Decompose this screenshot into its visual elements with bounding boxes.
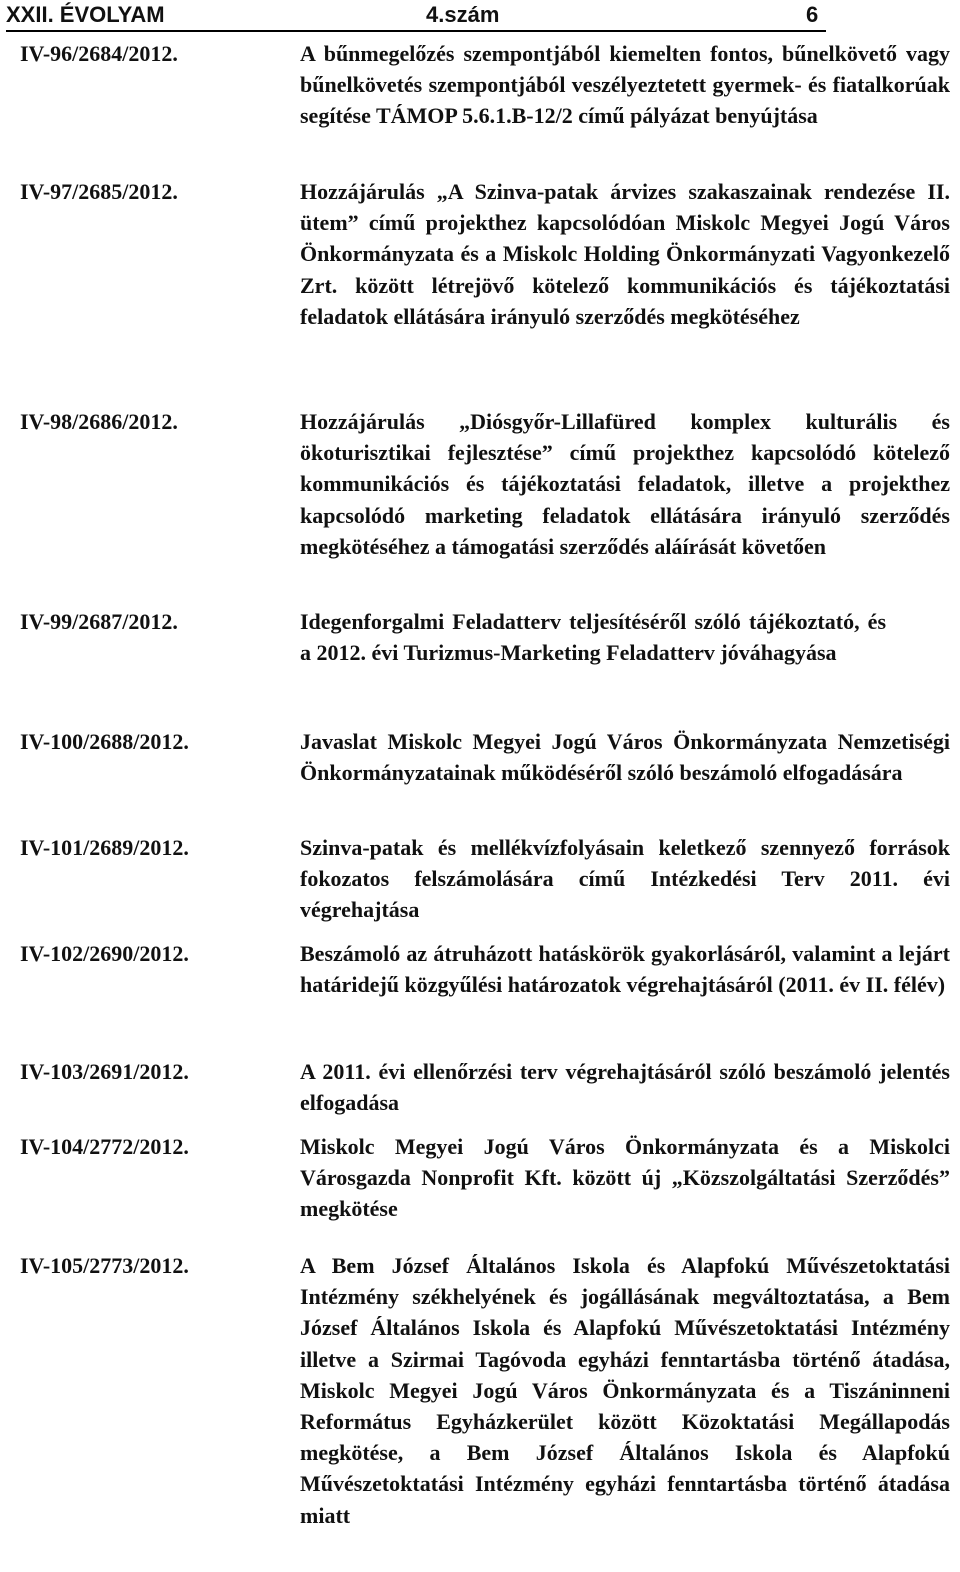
resolution-text: A bűnmegelőzés szempontjából kiemelten fontos, bűnelkövető vagy bűnelkövetés szempontjából veszélyeztetett gyermek- és fiatalkorúak segítése TÁMOP 5.6.1.B-12/2 című pályázat benyújtása [300, 41, 950, 129]
resolution-text: Javaslat Miskolc Megyei Jogú Város Önkormányzata Nemzetiségi Önkormányzatainak működéséről szóló beszámoló elfogadására [300, 729, 950, 786]
resolution-id: IV-97/2685/2012. [20, 179, 178, 204]
issue-number: 4.szám [426, 2, 500, 27]
resolution-text: A 2011. évi ellenőrzési terv végrehajtásáról szóló beszámoló jelentés elfogadása [300, 1059, 950, 1116]
resolution-id: IV-96/2684/2012. [20, 41, 178, 66]
resolution-id: IV-103/2691/2012. [20, 1059, 189, 1084]
resolution-text: A Bem József Általános Iskola és Alapfokú Művészetoktatási Intézmény székhelyének és jogállásának megváltoztatása, a Bem József Általános Iskola és Alapfokú Művészetoktatási Intézmény illetve a Szirmai Tagóvoda egyházi fenntartásba történő átadása, Miskolc Megyei Jogú Város Önkormányzata és a Tiszáninneni Református Egyházkerület között Közoktatási Megállapodás megkötése, a Bem József Általános Iskola és Alapfokú Művészetoktatási Intézmény egyházi fenntartásba történő átadása miatt [300, 1253, 950, 1528]
resolution-text: Miskolc Megyei Jogú Város Önkormányzata és a Miskolci Városgazda Nonprofit Kft. között új „Közszolgáltatási Szerződés” megkötése [300, 1134, 950, 1222]
resolution-id: IV-104/2772/2012. [20, 1134, 189, 1159]
volume-label: XXII. ÉVOLYAM [6, 2, 165, 27]
resolution-id: IV-100/2688/2012. [20, 729, 189, 754]
resolution-id: IV-99/2687/2012. [20, 609, 178, 634]
resolution-text: Szinva-patak és mellékvízfolyásain keletkező szennyező források fokozatos felszámolására című Intézkedési Terv 2011. évi végrehajtása [300, 835, 950, 923]
resolution-text: Beszámoló az átruházott hatáskörök gyakorlásáról, valamint a lejárt határidejű közgyűlési határozatok végrehajtásáról (2011. év II. félév) [300, 941, 950, 998]
resolution-id: IV-105/2773/2012. [20, 1253, 189, 1278]
resolution-text: Idegenforgalmi Feladatterv teljesítéséről szóló tájékoztató, és a 2012. évi Turizmus-Marketing Feladatterv jóváhagyása [300, 609, 886, 666]
resolution-id: IV-102/2690/2012. [20, 941, 189, 966]
page-header [6, 0, 826, 32]
resolution-text: Hozzájárulás „A Szinva-patak árvizes szakaszainak rendezése II. ütem” című projekthez kapcsolódóan Miskolc Megyei Jogú Város Önkormányzata és a Miskolc Holding Önkormányzati Vagyonkezelő Zrt. között létrejövő kötelező kommunikációs és tájékoztatási feladatok ellátására irányuló szerződés megkötéséhez [300, 179, 950, 329]
resolution-text: Hozzájárulás „Diósgyőr-Lillafüred komplex kulturális és ökoturisztikai fejlesztése” című projekthez kapcsolódó kötelező kommunikációs és tájékoztatási feladatok, illetve a projekthez kapcsolódó marketing feladatok ellátására irányuló szerződés megkötéséhez a támogatási szerződés aláírását követően [300, 409, 950, 559]
resolution-id: IV-98/2686/2012. [20, 409, 178, 434]
page-number: 6 [806, 2, 819, 27]
resolution-id: IV-101/2689/2012. [20, 835, 189, 860]
